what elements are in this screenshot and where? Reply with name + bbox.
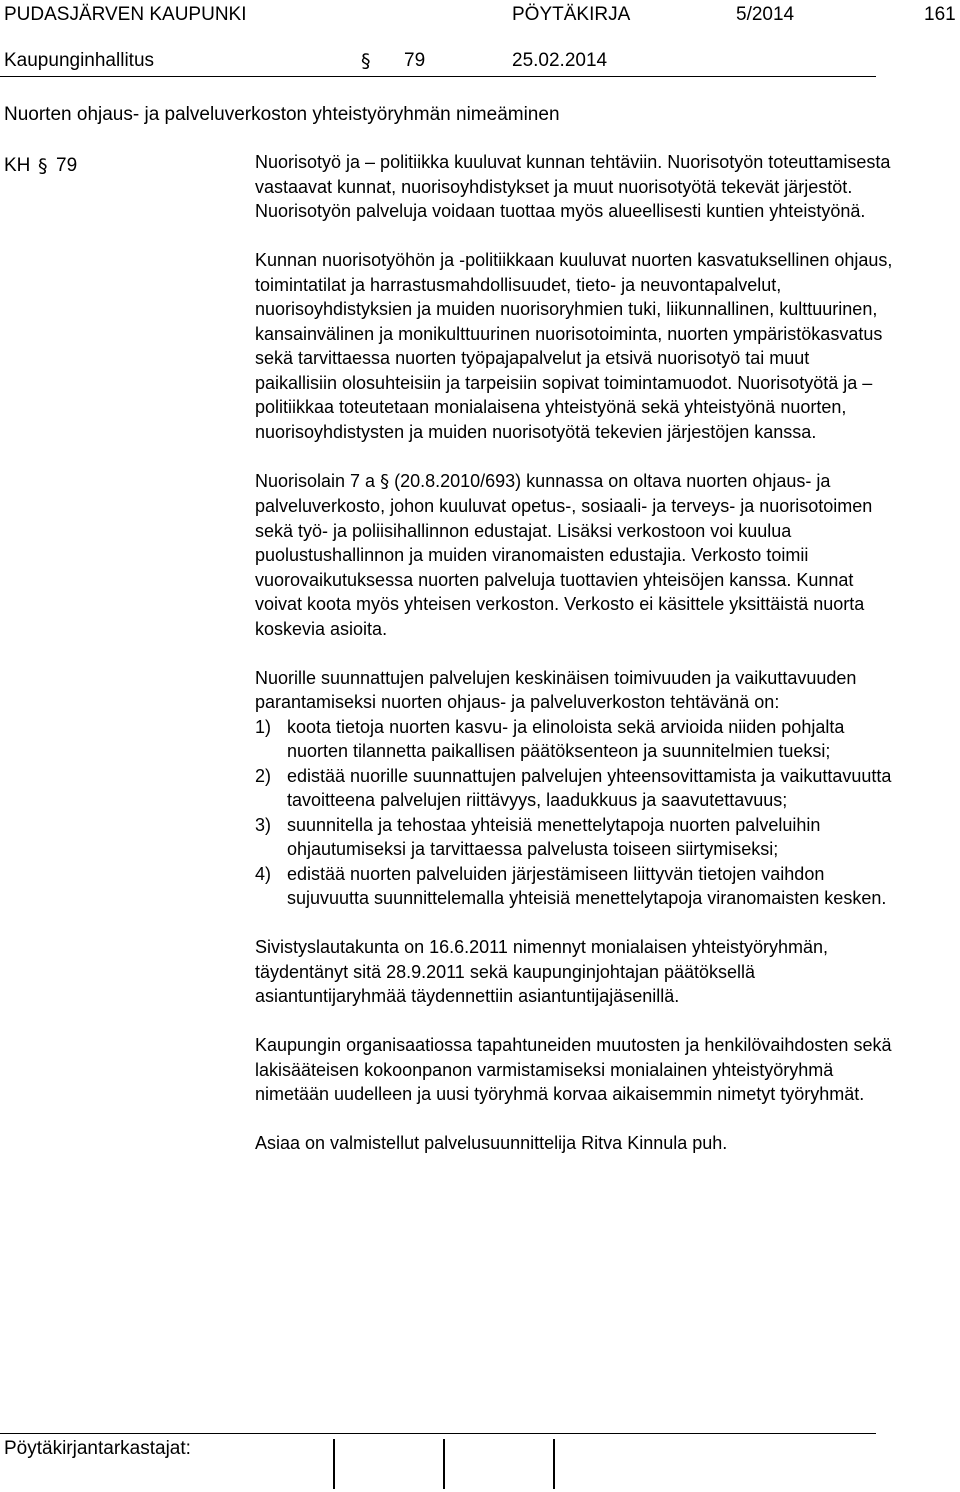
footer-rule (0, 1433, 876, 1434)
item-prefix: KH (4, 155, 31, 176)
header-doc-type: PÖYTÄKIRJA (512, 4, 631, 25)
paragraph-3-section-symbol: § (380, 470, 390, 492)
header-issue: 5/2014 (736, 4, 795, 25)
header-date: 25.02.2014 (512, 50, 608, 71)
page-title: Nuorten ohjaus- ja palveluverkoston yhteistyöryhmän nimeäminen (4, 104, 560, 125)
paragraph-3-post: (20.8.2010/693) kunnassa on oltava nuorten ohjaus- ja palveluverkosto, johon kuuluvat opetus-, sosiaali- ja terveys- ja nuorisotoimen sekä työ- ja poliisihallinnon edustajat. Lisäksi verkostoon voi kuulua puolustushallinnon ja muiden viranomaisten edustajia. Verkosto toimii vuorovaikutuksessa nuorten palveluja tuottavien yhteisöjen kanssa. Kunnat voivat koota myös yhteisen verkoston. Verkosto ei käsittele yksittäistä nuorta koskevia asioita. (255, 470, 873, 639)
signature-box-divider (553, 1439, 555, 1489)
paragraph-5: Sivistyslautakunta on 16.6.2011 nimennyt monialaisen yhteistyöryhmän, täydentänyt sitä 28.9.2011 sekä kaupunginjohtajan päätöksellä asiantuntijaryhmää täydennettiin asiantuntijajäsenillä. (255, 937, 828, 1006)
list-item (255, 715, 895, 764)
paragraph-3-pre: Nuorisolain 7 a (255, 470, 381, 491)
header-section-number: 79 (404, 50, 426, 71)
list-item-number: 1) (255, 716, 272, 737)
list-item (255, 862, 895, 911)
list-item-text: edistää nuorten palveluiden järjestämiseen liittyvän tietojen vaihdon sujuvuutta suunnittelemalla yhteisiä menettelytapoja viranomaisten kesken. (287, 863, 887, 908)
footer-label: Pöytäkirjantarkastajat: (4, 1438, 191, 1459)
paragraph-6: Kaupungin organisaatiossa tapahtuneiden muutosten ja henkilövaihdosten sekä lakisääteisen kokoonpanon varmistamiseksi monialainen yhteistyöryhmä nimetään uudelleen ja uusi työryhmä korvaa aikaisemmin nimetyt työryhmät. (255, 1035, 892, 1104)
list-item-text: suunnitella ja tehostaa yhteisiä menettelytapoja nuorten palveluihin ohjautumiseksi ja tarvittaessa palvelusta toiseen siirtymiseksi; (287, 814, 821, 859)
paragraph-7: Asiaa on valmistellut palvelusuunnittelija Ritva Kinnula puh. (255, 1133, 728, 1153)
header-city: PUDASJÄRVEN KAUPUNKI (4, 4, 247, 25)
list-item (255, 764, 895, 813)
list-item-number: 2) (255, 765, 272, 786)
paragraph-4 (255, 666, 895, 911)
signature-box-divider (443, 1439, 445, 1489)
paragraph-1: Nuorisotyö ja – politiikka kuuluvat kunnan tehtäviin. Nuorisotyön toteuttamisesta vastaavat kunnat, nuorisoyhdistykset ja muut nuorisotyötä tekevät järjestöt. Nuorisotyön palveluja voidaan tuottaa myös alueellisesti kuntien yhteistyönä. (255, 152, 891, 221)
paragraph-3 (255, 469, 895, 642)
list-item-number: 4) (255, 863, 272, 884)
header-section-symbol: § (361, 50, 371, 72)
list-item-number: 3) (255, 814, 272, 835)
list-item-text: koota tietoja nuorten kasvu- ja elinoloista sekä arvioida niiden pohjalta nuorten tilannetta paikallisen päätöksenteon ja suunnitelmien tueksi; (287, 716, 845, 761)
paragraph-2: Kunnan nuorisotyöhön ja -politiikkaan kuuluvat nuorten kasvatuksellinen ohjaus, toimintatilat ja harrastusmahdollisuudet, tieto- ja neuvontapalvelut, nuorisoyhdistyksien ja muiden nuorisoryhmien tuki, liikunnallinen, kulttuurinen, kansainvälinen ja monikulttuurinen nuorisotoiminta, nuorten ympäristökasvatus sekä tarvittaessa nuorten työpajapalvelut ja etsivä nuorisotyö tai muut paikallisiin olosuhteisiin ja tarpeisiin sopivat toimintamuodot. Nuorisotyötä ja – politiikkaa toteutetaan monialaisena yhteistyönä sekä yhteistyönä nuorten, nuorisoyhdistysten ja muiden nuorisotyötä tekevien järjestöjen kanssa. (255, 250, 893, 442)
task-list (255, 715, 895, 911)
header-rule (0, 76, 876, 77)
header-page-number: 161 (924, 4, 956, 25)
document-body (255, 150, 895, 1156)
header-body: Kaupunginhallitus (4, 50, 155, 71)
list-item (255, 813, 895, 862)
item-section-symbol: § (38, 155, 48, 177)
list-item-text: edistää nuorille suunnattujen palvelujen yhteensovittamista ja vaikuttavuutta tavoitteena palvelujen riittävyys, laadukkuus ja saavutettavuus; (287, 765, 892, 810)
item-number: 79 (56, 155, 78, 176)
signature-box-divider (333, 1439, 335, 1489)
paragraph-4-intro: Nuorille suunnattujen palvelujen keskinäisen toimivuuden ja vaikuttavuuden parantamiseksi nuorten ohjaus- ja palveluverkoston tehtävänä on: (255, 667, 857, 712)
